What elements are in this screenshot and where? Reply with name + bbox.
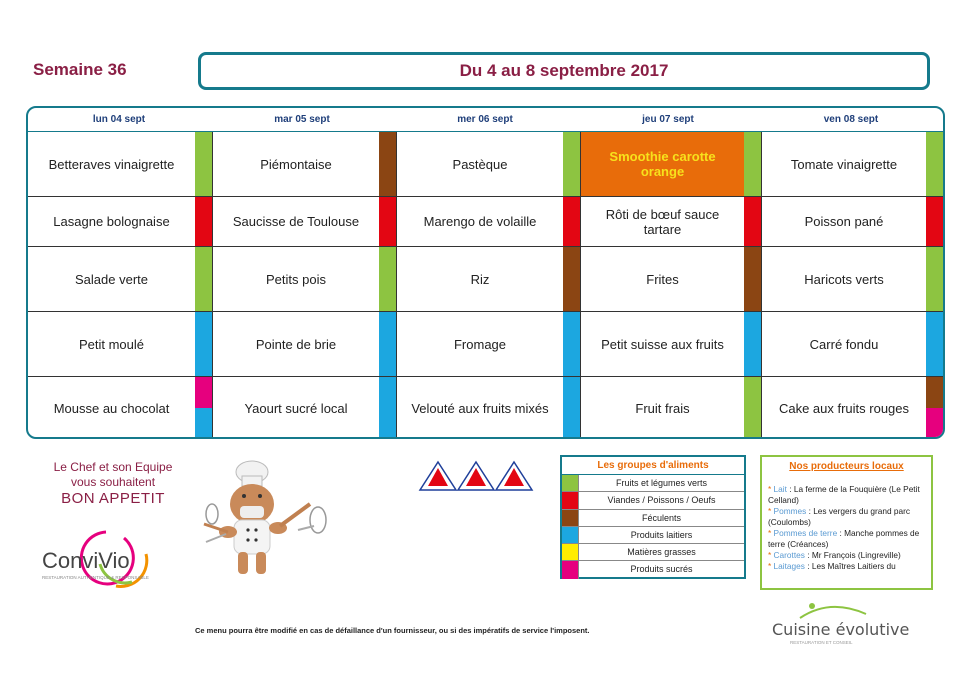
food-group-row [562, 475, 744, 492]
food-group-row [562, 544, 744, 561]
food-group-row [562, 561, 744, 578]
food-group-marker [195, 132, 212, 196]
menu-cell: Frites [646, 271, 679, 287]
food-group-marker [926, 247, 943, 311]
convivio-logo [36, 524, 166, 594]
food-groups-title: Les groupes d'aliments [562, 457, 744, 475]
chef-mascot-icon [198, 454, 338, 584]
menu-cell: Saucisse de Toulouse [232, 214, 360, 229]
food-group-swatch [562, 544, 579, 560]
producer-item: * Pommes : Les vergers du grand parc (Coulombs) [768, 506, 911, 527]
food-group-marker [379, 247, 396, 311]
producer-detail: : Mr François (Lingreville) [804, 550, 901, 560]
food-group-marker [379, 197, 396, 246]
food-group-marker [379, 377, 396, 439]
menu-cell-highlight: Smoothie carotte orange [581, 132, 744, 196]
food-group-marker [744, 197, 761, 246]
food-group-marker [926, 132, 943, 196]
food-group-label: Produits sucrés [630, 564, 693, 575]
food-group-swatch [562, 527, 579, 543]
food-group-marker [563, 197, 580, 246]
food-group-marker [195, 377, 212, 408]
food-group-swatch [562, 561, 579, 578]
menu-cell: Yaourt sucré local [244, 400, 348, 416]
menu-cell: Riz [470, 271, 490, 287]
menu-cell: Piémontaise [260, 156, 332, 172]
menu-cell: Fruit frais [635, 400, 690, 416]
food-group-swatch [562, 492, 579, 508]
day-header-wed: mer 06 sept [457, 114, 513, 125]
local-producers-box [760, 455, 933, 590]
menu-row-main [28, 197, 943, 247]
food-group-marker [744, 132, 761, 196]
producer-name: Pommes de terre [773, 528, 838, 538]
convivio-tagline: RESTAURATION AUTHENTIQUE & RESPONSABLE [42, 575, 149, 580]
chef-line-3: BON APPETIT [61, 490, 165, 507]
food-group-row [562, 510, 744, 527]
day-header-tue: mar 05 sept [274, 114, 330, 125]
date-range-title: Du 4 au 8 septembre 2017 [198, 52, 930, 90]
food-group-row [562, 492, 744, 509]
menu-cell: Tomate vinaigrette [790, 156, 898, 172]
food-group-marker [926, 377, 943, 408]
menu-cell: Cake aux fruits rouges [778, 400, 910, 416]
quality-labels-icon [418, 460, 538, 496]
producer-detail: : Manche pommes de terre (Créances) [768, 528, 920, 549]
food-group-marker [379, 312, 396, 376]
menu-cell: Rôti de bœuf sauce tartare [605, 206, 720, 237]
food-group-swatch [562, 475, 579, 491]
food-group-marker [744, 312, 761, 376]
cuisine-evolutive-logo [770, 600, 910, 650]
producer-detail: : Les vergers du grand parc (Coulombs) [768, 506, 911, 527]
food-group-marker [563, 377, 580, 439]
food-group-label: Viandes / Poissons / Oeufs [607, 495, 716, 506]
food-group-label: Fruits et légumes verts [615, 478, 708, 488]
day-header-thu: jeu 07 sept [642, 114, 694, 125]
menu-cell: Marengo de volaille [423, 214, 537, 229]
producer-detail: : Les Maîtres Laitiers du [804, 561, 896, 571]
menu-cell: Mousse au chocolat [53, 400, 170, 416]
food-group-label: Matières grasses [627, 547, 696, 558]
food-group-marker [195, 197, 212, 246]
producers-title: Nos producteurs locaux [789, 461, 904, 472]
producer-item: * Pommes de terre : Manche pommes de terre (Créances) [768, 528, 920, 549]
day-headers [28, 108, 943, 132]
producer-name: Pommes [773, 506, 807, 516]
menu-row-dairy [28, 312, 943, 377]
convivio-wordmark: ConviVio [42, 548, 130, 573]
food-group-marker [563, 247, 580, 311]
food-group-marker [744, 247, 761, 311]
producer-name: Lait [773, 484, 787, 494]
food-group-marker [563, 132, 580, 196]
menu-cell: Velouté aux fruits mixés [411, 400, 549, 416]
menu-cell: Salade verte [75, 271, 148, 287]
menu-cell: Fromage [453, 336, 507, 352]
chef-line-2: vous souhaitent [70, 475, 156, 489]
food-groups-legend [560, 455, 746, 579]
food-group-marker [926, 197, 943, 246]
food-group-marker [926, 312, 943, 376]
food-group-swatch [562, 510, 579, 526]
food-group-marker [195, 408, 212, 439]
menu-cell: Lasagne bolognaise [53, 214, 170, 229]
menu-cell: Pastèque [452, 156, 508, 172]
food-group-label: Produits laitiers [630, 529, 693, 540]
cuisine-tagline: RESTAURATION ET CONSEIL [790, 640, 853, 645]
producer-item: * Lait : La ferme de la Fouquière (Le Petit Celland) [768, 484, 920, 505]
menu-cell: Petit moulé [78, 336, 145, 352]
food-group-marker [195, 312, 212, 376]
food-group-row [562, 527, 744, 544]
menu-row-side [28, 247, 943, 312]
day-header-mon: lun 04 sept [92, 114, 146, 125]
food-group-marker [926, 408, 943, 439]
producer-detail: : La ferme de la Fouquière (Le Petit Celland) [768, 484, 920, 505]
menu-cell: Poisson pané [804, 214, 884, 229]
day-header-fri: ven 08 sept [823, 114, 879, 125]
menu-cell: Petits pois [266, 271, 326, 287]
menu-row-starter [28, 132, 943, 197]
producer-item: * Laitages : Les Maîtres Laitiers du [768, 561, 896, 571]
food-group-marker [744, 377, 761, 439]
menu-cell: Betteraves vinaigrette [48, 156, 175, 172]
menu-cell: Petit suisse aux fruits [601, 336, 724, 352]
menu-cell: Haricots verts [804, 271, 884, 287]
food-group-label: Féculents [641, 512, 682, 523]
menu-cell: Carré fondu [809, 336, 879, 352]
cuisine-wordmark: Cuisine évolutive [772, 620, 910, 639]
week-label: Semaine 36 [33, 60, 127, 79]
footer-disclaimer: Ce menu pourra être modifié en cas de défaillance d'un fournisseur, ou si des impératifs de service l'imposent. [195, 626, 590, 635]
chef-line-1: Le Chef et son Equipe [53, 460, 173, 474]
producer-item: * Carottes : Mr François (Lingreville) [768, 550, 901, 560]
food-group-marker [379, 132, 396, 196]
menu-cell: Pointe de brie [255, 336, 337, 352]
menu-row-dessert [28, 377, 943, 439]
food-group-marker [195, 247, 212, 311]
producer-name: Carottes [773, 550, 805, 560]
food-group-marker [563, 312, 580, 376]
chef-greeting [40, 460, 186, 506]
producer-name: Laitages [773, 561, 805, 571]
menu-table [26, 106, 945, 439]
